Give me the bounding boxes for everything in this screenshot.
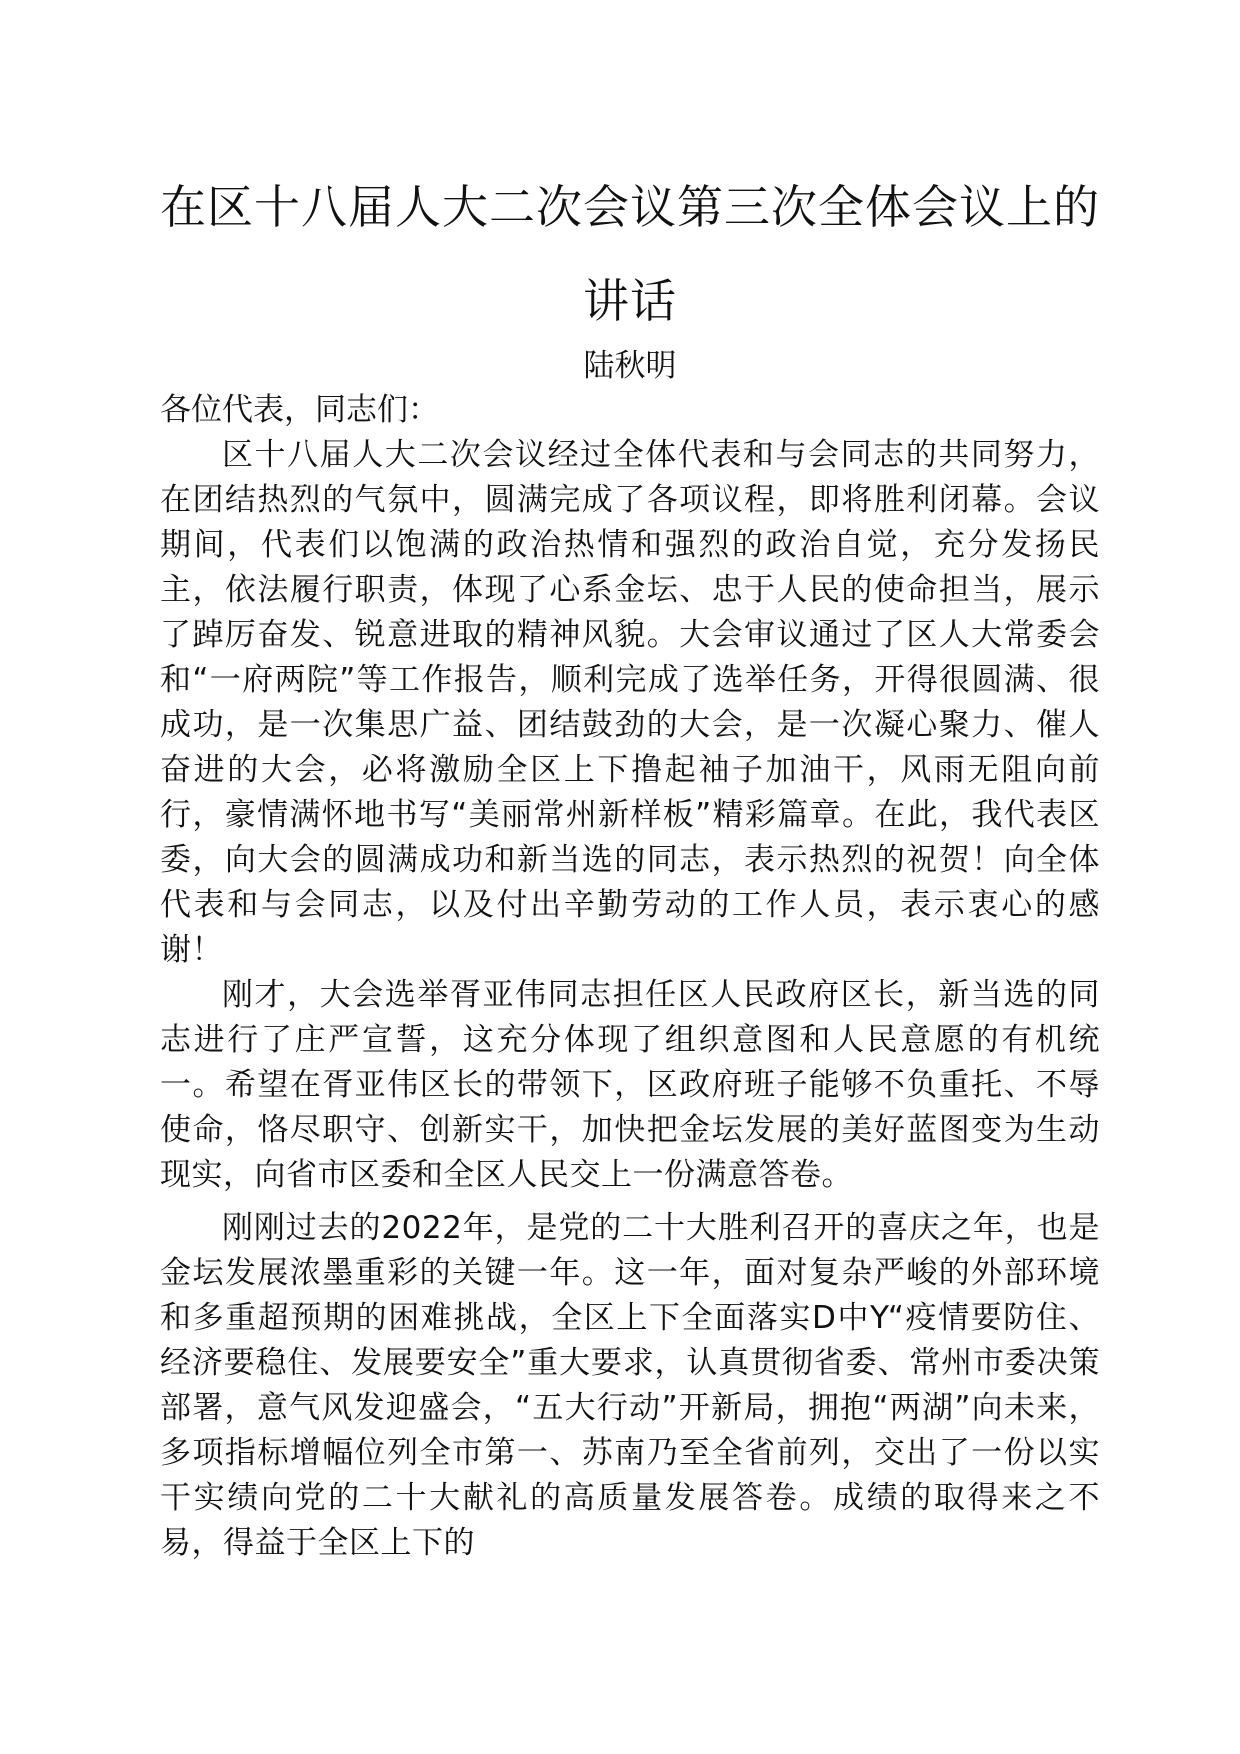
paragraph-1: 区十八届人大二次会议经过全体代表和与会同志的共同努力，在团结热烈的气氛中，圆满完成了各项议程，即将胜利闭幕。会议期间，代表们以饱满的政治热情和强烈的政治自觉，充分发扬民主，依法履行职责，体现了心系金坛、忠于人民的使命担当，展示了踔厉奋发、锐意进取的精神风貌。大会审议通过了区人大常委会和“一府两院”等工作报告，顺利完成了选举任务，开得很圆满、很成功，是一次集思广益、团结鼓劲的大会，是一次凝心聚力、催人奋进的大会，必将激励全区上下撸起袖子加油干，风雨无阻向前行，豪情满怀地书写“美丽常州新样板”精彩篇章。在此，我代表区委，向大会的圆满成功和新当选的同志，表示热烈的祝贺！向全体代表和与会同志，以及付出辛勤劳动的工作人员，表示衷心的感谢！ [160, 437, 1100, 968]
document-page [160, 160, 1100, 1566]
salutation: 各位代表，同志们： [160, 392, 439, 428]
paragraph-2: 刚才，大会选举胥亚伟同志担任区人民政府区长，新当选的同志进行了庄严宣誓，这充分体现了组织意图和人民意愿的有机统一。希望在胥亚伟区长的带领下，区政府班子能够不负重托、不辱使命，恪尽职守、创新实干，加快把金坛发展的美好蓝图变为生动现实，向省市区委和全区人民交上一份满意答卷。 [160, 977, 1100, 1193]
author-name: 陆秋明 [583, 348, 677, 384]
title-line-2: 讲话 [583, 274, 677, 328]
paragraph-3: 刚刚过去的2022年，是党的二十大胜利召开的喜庆之年，也是金坛发展浓墨重彩的关键一年。这一年，面对复杂严峻的外部环境和多重超预期的困难挑战，全区上下全面落实D中Y“疫情要防住、经济要稳住、发展要安全”重大要求，认真贯彻省委、常州市委决策部署，意气风发迎盛会，“五大行动”开新局，拥抱“两湖”向未来，多项指标增幅位列全市第一、苏南乃至全省前列，交出了一份以实干实绩向党的二十大献礼的高质量发展答卷。成绩的取得来之不易，得益于全区上下的 [160, 1210, 1100, 1561]
document-title [160, 160, 1100, 348]
title-line-1: 在区十八届人大二次会议第三次全体会议上的 [160, 180, 1100, 234]
